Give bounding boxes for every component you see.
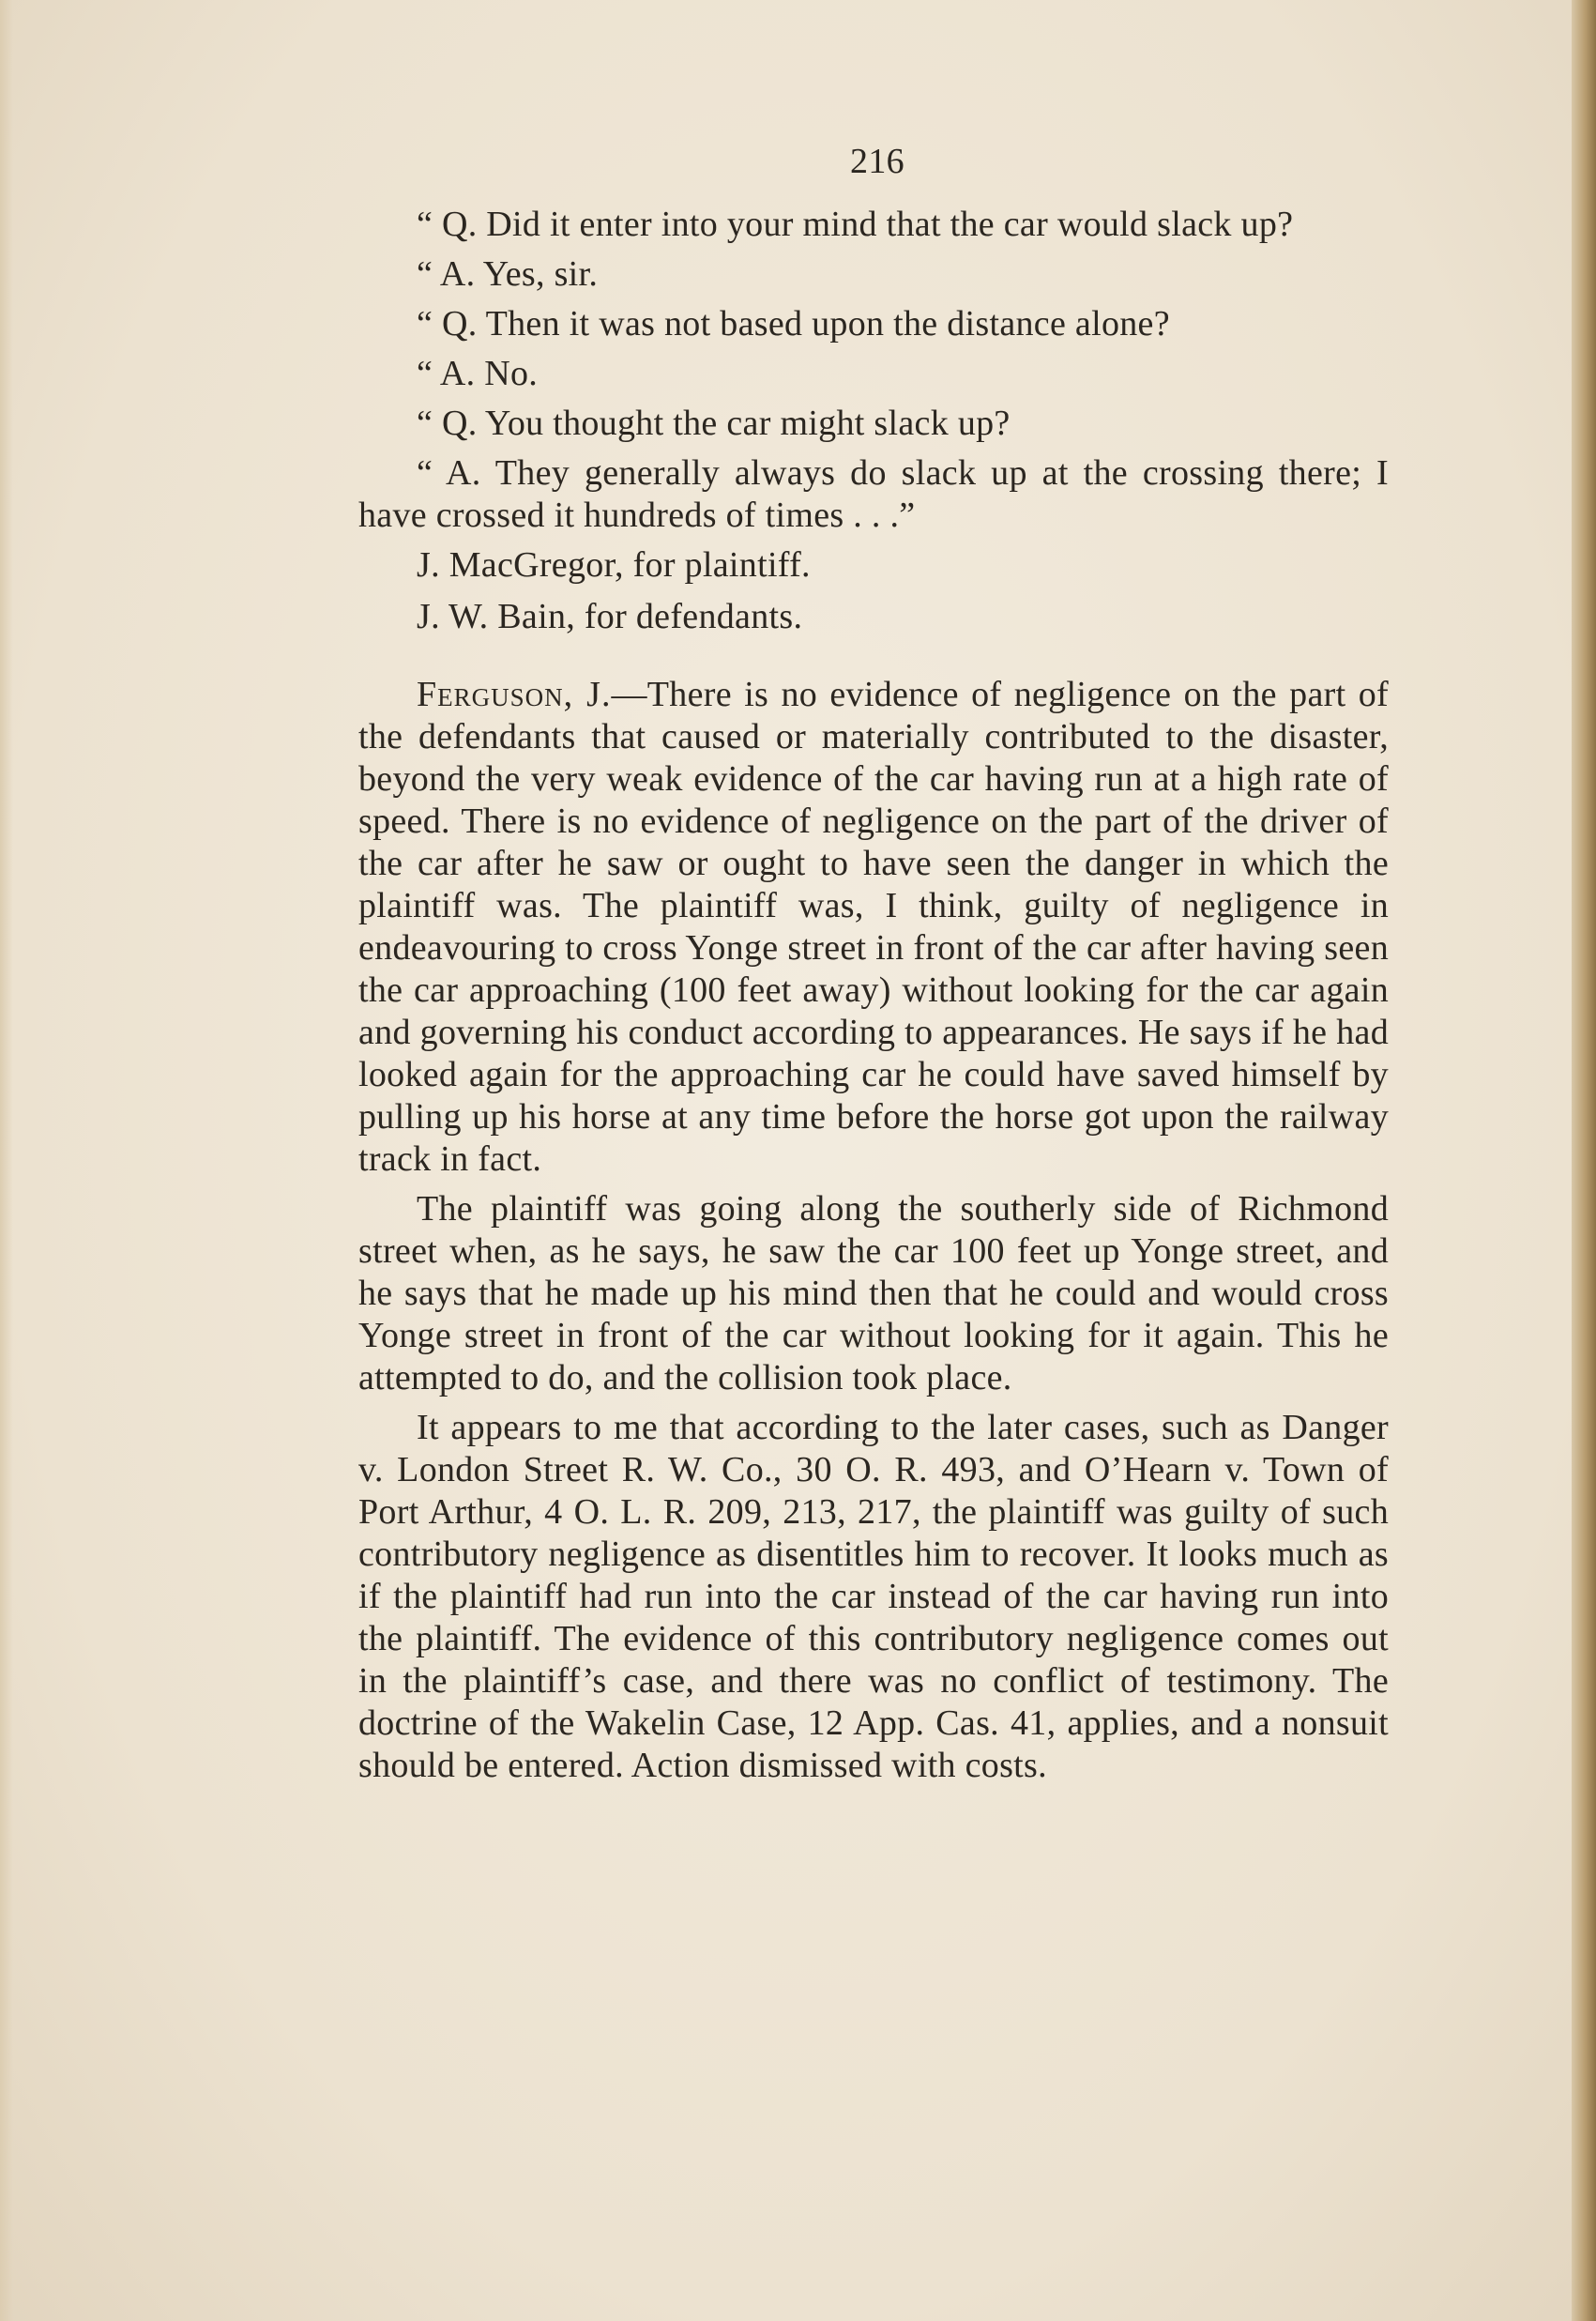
testimony-line: “ Q. You thought the car might slack up? [417,404,1011,443]
judgment-paragraph-2: The plaintiff was going along the southerly side of Richmond street when, as he says, he saw the car 100 feet up Yonge street, and he says that he made up his mind then that he could and would cross Yonge street in front of the car without looking for it again. This he attempted to do, and the collision took place. [358,1189,1389,1397]
section-gap [358,648,1389,674]
counsel-for-plaintiff: J. MacGregor, for plaintiff. [417,545,811,585]
page-left-edge [0,0,13,2321]
testimony-line: “ Q. Did it enter into your mind that the car would slack up? [417,205,1294,244]
judgment-paragraph-3: It appears to me that according to the later cases, such as Danger v. London Street R. W. Co., 30 O. R. 493, and O’Hearn v. Town of Port Arthur, 4 O. L. R. 209, 213, 217, the plaintiff was guilty of such contributory negligence as disentitles him to recover. It looks much as if the plaintiff had run into the car instead of the car having run into the plaintiff. The evidence of this contributory negligence comes out in the plaintiff’s case, and there was no conflict of testimony. The doctrine of the Wakelin Case, 12 App. Cas. 41, applies, and a nonsuit should be entered. Action dismissed with costs. [358,1408,1389,1785]
page-number: 216 [850,142,904,181]
testimony-line: “ A. No. [417,354,539,393]
testimony-line: “ A. They generally always do slack up at the crossing there; I have crossed it hundreds of times . . .” [358,453,1389,535]
judge-name: Ferguson, J. [417,675,612,714]
judgment-paragraph-1-text: —There is no evidence of negligence on the part of the defendants that caused or materially contributed to the disaster, beyond the very weak evidence of the car having run at a high rate of speed. There is no evidence of negligence on the part of the driver of the car after he saw or ought to have seen the danger in which the plaintiff was. The plaintiff was, I think, guilty of negligence in endeavouring to cross Yonge street in front of the car after having seen the car approaching (100 feet away) without looking for the car again and governing his conduct according to appearances. He says if he had looked again for the approaching car he could have saved himself by pulling up his horse at any time before the horse got upon the railway track in fact. [358,675,1390,1179]
judgment-paragraph-1 [358,674,1389,1181]
testimony-line: “ A. Yes, sir. [417,254,599,294]
page-content [358,141,1389,1794]
testimony-line: “ Q. Then it was not based upon the distance alone? [417,304,1170,344]
counsel-for-defendants: J. W. Bain, for defendants. [417,597,803,636]
page-binding-edge [1572,0,1596,2321]
